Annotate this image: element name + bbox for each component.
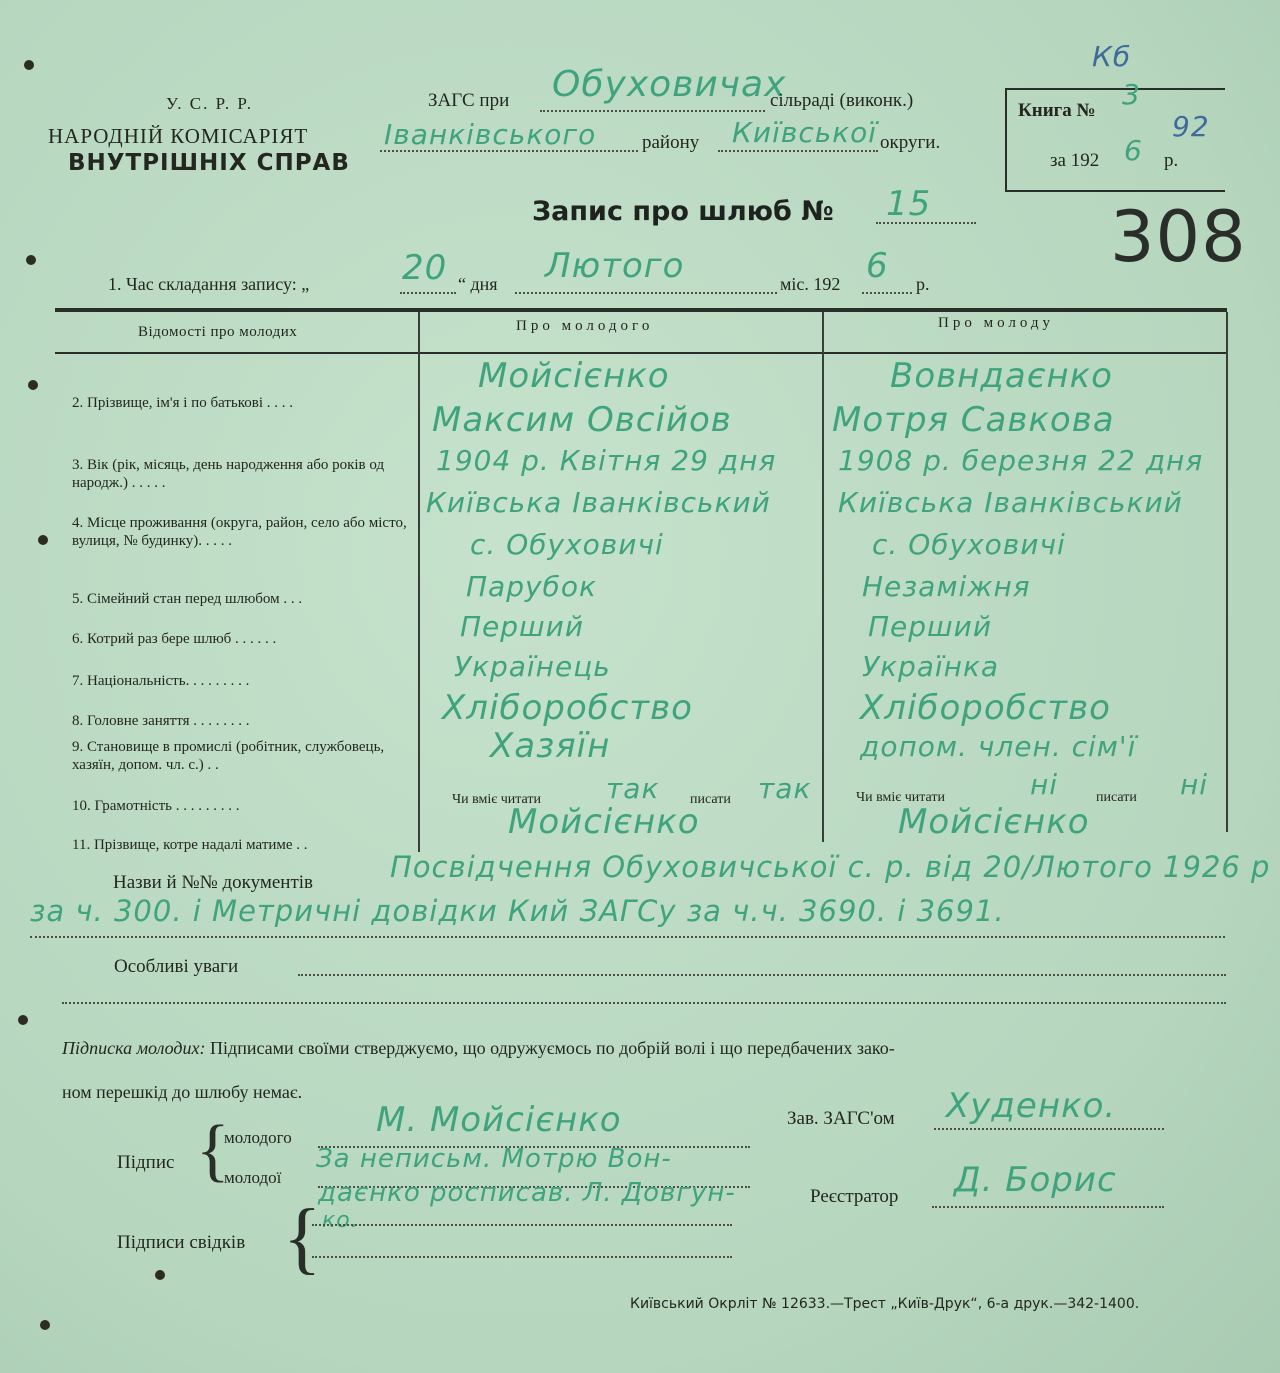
village-council-handwriting: Обуховичах [552,64,787,105]
row-label-residence [72,514,412,550]
dotted-line [298,974,1226,976]
dotted-line [718,150,878,152]
dotted-line [312,1256,732,1258]
groom-marital-status: Парубок [466,570,597,603]
punch-hole [24,60,34,70]
record-time-label: 1. Час складання запису: „ [108,274,310,294]
groom-nationality: Українець [454,650,611,683]
table-column-divider [1226,312,1228,832]
commissariat-line2: ВНУТРІШНІХ СПРАВ [68,150,350,176]
dotted-line [400,292,456,294]
bride-signature-label: молодої [224,1168,282,1187]
declaration-line2: ном перешкід до шлюбу немає. [62,1082,303,1102]
dotted-line [932,1206,1164,1208]
bride-birth-date: 1908 р. березня 22 дня [838,444,1204,477]
dotted-line [540,110,765,112]
groom-position: Хазяїн [490,726,611,766]
archive-number-handwriting: 308 [1110,196,1247,278]
registrar-label: Реєстратор [810,1186,899,1207]
bride-signature-2: даєнко росписав. Л. Довгун- [318,1178,736,1208]
book-number-handwriting: 3 [1122,78,1141,111]
imprint: Київський Окрліт № 12633.—Трест „Київ-Друк“, 6-а друк.—342-1400. [630,1296,1140,1312]
groom-signature-label: молодого [224,1128,292,1147]
record-month-handwriting: Лютого [545,246,685,286]
groom-given-name: Максим Овсійов [432,400,732,440]
bride-residence-2: с. Обуховичі [872,528,1066,561]
book-year-handwriting: 6 [1124,134,1143,167]
row-label-position-text: 9. Становище в промислі (робітник, службовець, хазяїн, допом. чл. с.) . . [72,739,385,773]
documents-line2: за ч. 300. і Метричні довідки Кий ЗАГСу за ч.ч. 3690. і 3691. [30,894,1005,928]
row-label-residence-text: 4. Місце проживання (округа, район, село або місто, вулиця, № будинку). . . . . [72,515,407,549]
row-label-marital: 5. Сімейний стан перед шлюбом . . . [72,591,303,607]
bride-position: допом. член. сім'ї [860,730,1137,763]
record-number-handwriting: 15 [886,184,932,224]
remarks-label: Особливі уваги [114,956,239,977]
zags-prefix: ЗАГС при [428,90,510,111]
groom-birth-date: 1904 р. Квітня 29 дня [436,444,777,477]
dotted-line [515,292,777,294]
column-header-info: Відомості про молодих [138,324,298,340]
record-year-handwriting: 6 [866,246,889,286]
record-year-label: міс. 192 [780,274,841,294]
bride-marital-status: Незаміжня [862,570,1031,603]
punch-hole [26,255,36,265]
groom-signature: М. Мойсієнко [376,1100,622,1140]
groom-can-read-hw: так [606,772,660,805]
bride-write-hw: ні [1180,768,1209,801]
okruha-handwriting: Київської [732,116,878,149]
witnesses-label: Підписи свідків [117,1232,246,1253]
bride-residence-1: Київська Іванківський [838,486,1183,519]
groom-residence-1: Київська Іванківський [426,486,771,519]
punch-hole [40,1320,50,1330]
bride-can-read-label: Чи вміє читати [856,790,946,805]
row-label-position [72,738,412,774]
documents-label: Назви й №№ документів [113,872,314,893]
brace: { [283,1194,322,1282]
bride-can-read-hw: ні [1030,768,1059,801]
district-label: району [642,132,700,153]
record-title: Запис про шлюб № [532,196,834,227]
groom-surname: Мойсієнко [478,356,670,396]
groom-occupation: Хліборобство [442,688,693,728]
book-label: Книга № [1018,100,1096,121]
row-label-literacy: 10. Грамотність . . . . . . . . . [72,798,240,814]
row-label-marriage-count: 6. Котрий раз бере шлюб . . . . . . [72,631,277,647]
declaration-line1 [62,1038,895,1059]
declaration-text1: Підписами своїми стверджуємо, що одружуємось по добрій волі і що передбачених зако- [210,1038,895,1058]
row-label-age-text: 3. Вік (рік, місяць, день народження або років од народж.) . . . . . [72,457,385,491]
head-label: Зав. ЗАГС'ом [787,1108,895,1129]
bride-write-label: писати [1096,790,1137,805]
dotted-line [862,292,912,294]
table-top-rule [55,308,1227,312]
dotted-line [934,1128,1164,1130]
dotted-line [30,936,1225,938]
bride-given-name: Мотря Савкова [832,400,1115,440]
groom-write-hw: так [758,772,812,805]
punch-hole [38,535,48,545]
dotted-line [62,1002,1226,1004]
bride-occupation: Хліборобство [860,688,1111,728]
groom-write-label: писати [690,792,731,807]
groom-marriage-count: Перший [460,610,585,643]
row-label-age [72,456,412,492]
table-header-rule [55,352,1227,354]
book-corner-handwriting: Кб [1092,40,1132,73]
table-column-divider [822,312,824,842]
row-label-name: 2. Прізвище, ім'я і по батькові . . . . [72,395,294,411]
row-label-occupation: 8. Головне заняття . . . . . . . . [72,713,250,729]
okruha-label: округи. [880,132,941,153]
groom-residence-2: с. Обуховичі [470,528,664,561]
bride-future-surname: Мойсієнко [898,802,1090,842]
groom-can-read-label: Чи вміє читати [452,792,542,807]
documents-line1: Посвідчення Обуховичської с. р. від 20/Лютого 1926 р [390,850,1271,884]
bride-nationality: Українка [862,650,1000,683]
record-year-suffix: р. [916,274,930,294]
groom-future-surname: Мойсієнко [508,802,700,842]
record-day-handwriting: 20 [402,248,448,288]
bride-signature-1: За неписьм. Мотрю Вон- [316,1144,672,1174]
bride-surname: Вовндаєнко [890,356,1113,396]
dotted-line [312,1224,732,1226]
head-signature: Худенко. [946,1086,1117,1126]
declaration-lead: Підписка молодих: [62,1038,206,1058]
district-handwriting: Іванківського [384,118,597,151]
brace: { [196,1112,230,1189]
record-day-label: “ дня [458,274,498,294]
punch-hole [18,1015,28,1025]
column-header-bride: Про молоду [938,315,1055,331]
bride-signature-3: ко. [322,1208,359,1233]
punch-hole [28,380,38,390]
table-column-divider [418,312,420,852]
column-header-groom: Про молодого [516,318,654,334]
row-label-nationality: 7. Національність. . . . . . . . . [72,673,250,689]
book-year-label: за 192 [1050,150,1100,171]
village-council-label: сільраді (виконк.) [770,90,914,111]
bride-marriage-count: Перший [868,610,993,643]
book-year-suffix: р. [1164,150,1179,171]
ussr-label: У. С. Р. Р. [166,94,254,113]
book-side-handwriting: 92 [1172,110,1210,143]
signature-label: Підпис [117,1152,175,1173]
punch-hole [155,1270,165,1280]
registrar-signature: Д. Борис [954,1160,1117,1200]
row-label-surname: 11. Прізвище, котре надалі матиме . . [72,837,308,853]
commissariat-line1: НАРОДНІЙ КОМІСАРІЯТ [48,124,309,148]
